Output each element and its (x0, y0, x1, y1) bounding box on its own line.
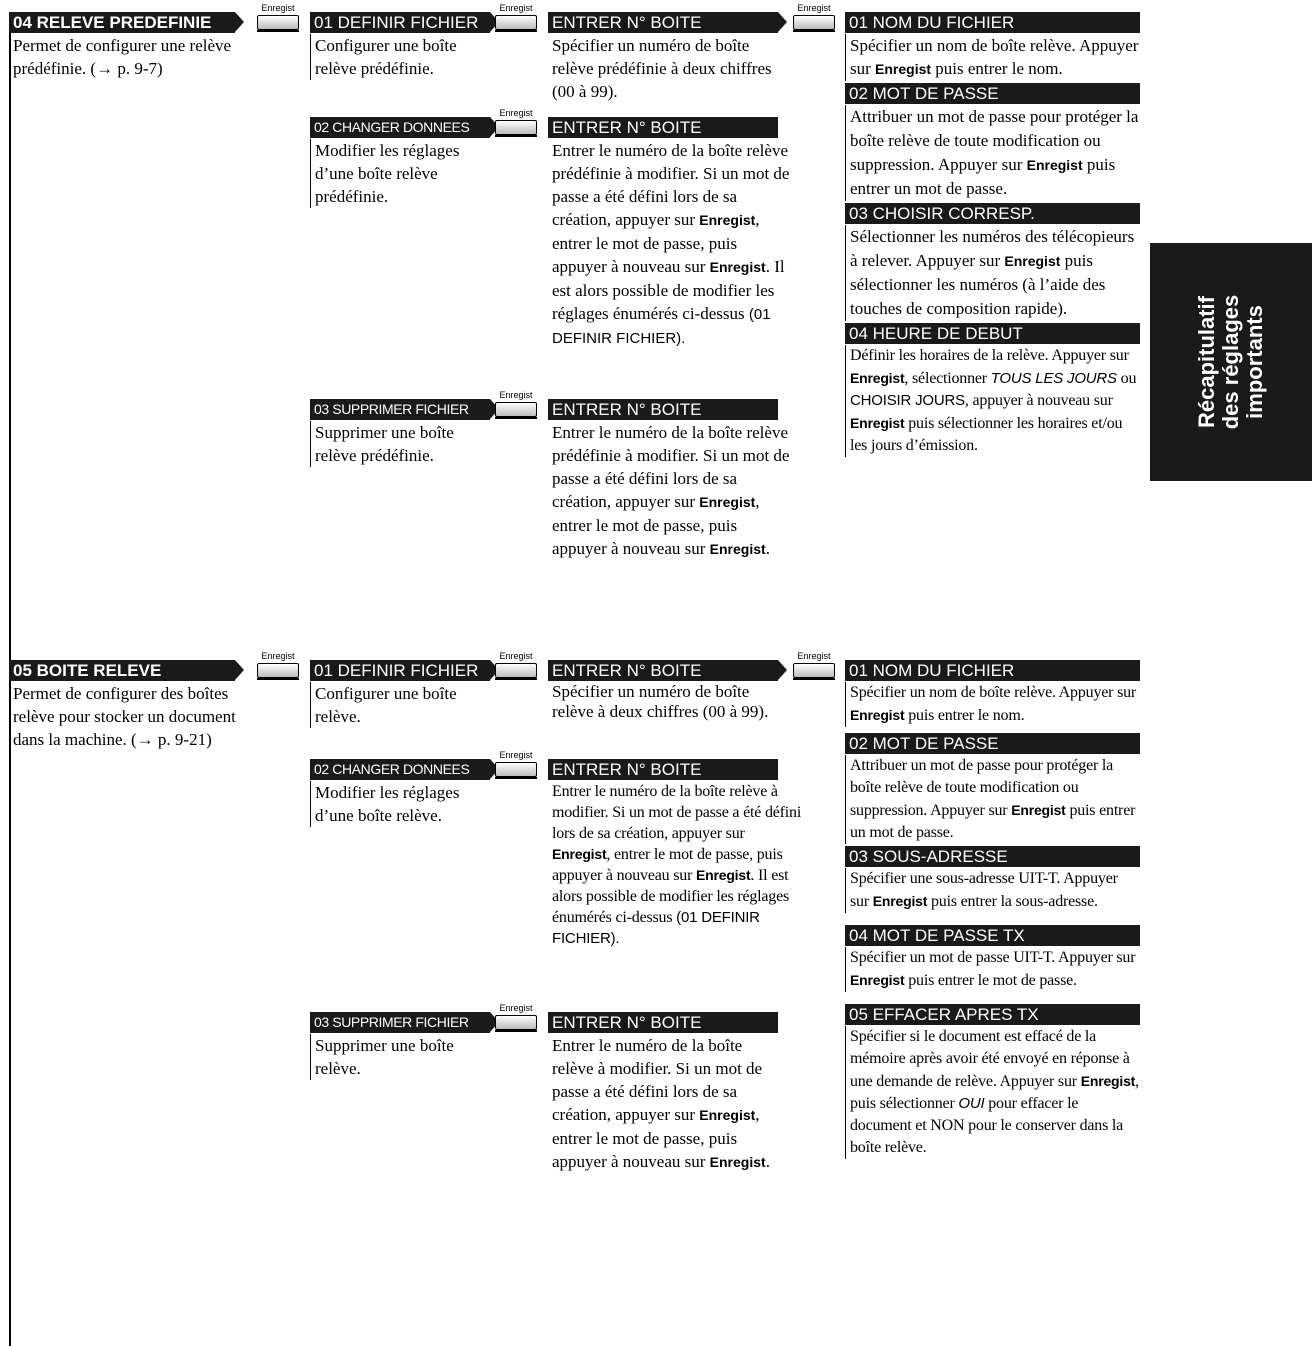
enregist-keyword: Enregist (696, 867, 751, 883)
s2-entrer-boite-b-desc: Entrer le numéro de la boîte relève à modifier. Si un mot de passe a été défini lors de sa création, appuyer sur Enregist, entrer le mot de passe, puis appuyer à nouveau sur Enregist. Il est alors possible de modifier les réglages énumérés ci-dessus (01 DEFINIR FICHIER). (552, 783, 802, 947)
s1-entrer-boite-b-desc: Entrer le numéro de la boîte relève prédéfinie à modifier. Si un mot de passe a été défini lors de sa création, appuyer sur Enregist, entrer le mot de passe, puis appuyer à nouveau sur Enregist. Il est alors possible de modifier les réglages énumérés ci-dessus (01 DEFINIR FICHIER). (552, 141, 790, 347)
s1-entrer-boite-a-title: ENTRER N° BOITE (548, 12, 778, 33)
menu-05-boite-releve (9, 660, 249, 757)
s1-heure-debut-desc: Définir les horaires de la relève. Appuyer sur Enregist, sélectionner TOUS LES JOURS ou CHOISIR JOURS, appuyer à nouveau sur Enregist puis sélectionner les horaires et/ou les jours d’émission. (845, 345, 1140, 457)
s2-nom-fichier-desc: Spécifier un nom de boîte relève. Appuyer sur Enregist puis entrer le nom. (845, 682, 1140, 727)
enregist-keyword: Enregist (1080, 1073, 1136, 1089)
s2-entrer-boite-c-title: ENTRER N° BOITE (548, 1012, 778, 1033)
s1-definir-fichier-title: 01 DEFINIR FICHIER (310, 12, 490, 33)
s1-definir-fichier-desc: Configurer une boîte relève prédéfinie. (310, 34, 465, 80)
s1-changer-donnees-title: 02 CHANGER DONNEES (310, 117, 490, 138)
enregist-keyword: Enregist (1004, 253, 1061, 269)
s2-sous-adresse-title: 03 SOUS-ADRESSE (845, 846, 1140, 867)
s2-options (845, 660, 1140, 1165)
s2-entrer-boite-b (548, 759, 802, 955)
s1-entrer-boite-c (548, 399, 798, 567)
enregist-keyword: Enregist (709, 541, 766, 557)
enregist-key: Enregist (792, 654, 836, 679)
s1-entrer-boite-a-desc: Spécifier un numéro de boîte relève prédéfinie à deux chiffres (00 à 99). (552, 36, 772, 101)
s1-supprimer-fichier-desc: Supprimer une boîte relève prédéfinie. (310, 421, 480, 467)
s2-supprimer-fichier (310, 1012, 490, 1086)
s2-entrer-boite-a-title: ENTRER N° BOITE (548, 660, 778, 681)
s1-entrer-boite-a (548, 12, 798, 109)
s1-heure-debut-title: 04 HEURE DE DEBUT (845, 323, 1140, 344)
s2-changer-donnees (310, 759, 490, 833)
enregist-keyword: Enregist (699, 1107, 756, 1123)
s2-changer-donnees-desc: Modifier les réglages d’une boîte relève. (310, 781, 480, 827)
enregist-key: Enregist (494, 654, 538, 679)
s1-entrer-boite-b (548, 117, 798, 356)
s2-supprimer-fichier-desc: Supprimer une boîte relève. (310, 1034, 480, 1080)
s1-changer-donnees-desc: Modifier les réglages d’une boîte relève prédéfinie. (310, 139, 480, 208)
s1-nom-fichier-desc: Spécifier un nom de boîte relève. Appuyer sur Enregist puis entrer le nom. (845, 34, 1140, 81)
enregist-key: Enregist (792, 6, 836, 31)
enregist-keyword: Enregist (850, 370, 905, 386)
s1-entrer-boite-b-title: ENTRER N° BOITE (548, 117, 778, 138)
enregist-keyword: Enregist (552, 846, 607, 862)
s2-definir-fichier (310, 660, 490, 734)
s1-mot-de-passe-desc: Attribuer un mot de passe pour protéger la boîte relève de toute modification ou suppression. Appuyer sur Enregist puis entrer un mot de passe. (845, 105, 1140, 201)
enregist-keyword: Enregist (699, 494, 756, 510)
s2-mot-de-passe-desc: Attribuer un mot de passe pour protéger la boîte relève de toute modification ou suppression. Appuyer sur Enregist puis entrer un mot de passe. (845, 755, 1140, 844)
s1-definir-fichier (310, 12, 490, 86)
enregist-key: Enregist (494, 753, 538, 778)
menu-05-title: 05 BOITE RELEVE (9, 660, 235, 681)
enregist-keyword: Enregist (709, 259, 766, 275)
enregist-key: Enregist (494, 111, 538, 136)
side-tab (1150, 243, 1312, 481)
s2-entrer-boite-b-title: ENTRER N° BOITE (548, 759, 778, 780)
enregist-key: Enregist (256, 654, 300, 679)
s2-effacer-apres-tx-title: 05 EFFACER APRES TX (845, 1004, 1140, 1025)
s2-mot-de-passe-tx-title: 04 MOT DE PASSE TX (845, 925, 1140, 946)
s1-supprimer-fichier (310, 399, 490, 473)
s2-changer-donnees-title: 02 CHANGER DONNEES (310, 759, 490, 780)
enregist-keyword: Enregist (1011, 802, 1066, 818)
enregist-keyword: Enregist (1026, 157, 1083, 173)
s1-entrer-boite-c-desc: Entrer le numéro de la boîte relève prédéfinie à modifier. Si un mot de passe a été défini lors de sa création, appuyer sur Enregist, entrer le mot de passe, puis appuyer à nouveau sur Enregist. (552, 423, 790, 558)
enregist-keyword: Enregist (875, 61, 932, 77)
side-tab-text: Récapitulatif des réglages importants (1194, 294, 1267, 430)
s2-sous-adresse-desc: Spécifier une sous-adresse UIT-T. Appuyer sur Enregist puis entrer la sous-adresse. (845, 868, 1140, 913)
s2-entrer-boite-a-desc: Spécifier un numéro de boîte relève à deux chiffres (00 à 99). (552, 682, 769, 721)
s1-changer-donnees (310, 117, 490, 214)
enregist-keyword: Enregist (709, 1154, 766, 1170)
enregist-keyword: Enregist (872, 893, 928, 909)
menu-04-releve-predefinie (9, 12, 249, 86)
enregist-key: Enregist (494, 6, 538, 31)
s2-nom-fichier-title: 01 NOM DU FICHIER (845, 660, 1140, 681)
s2-definir-fichier-title: 01 DEFINIR FICHIER (310, 660, 490, 681)
menu-05-desc: Permet de configurer des boîtes relève pour stocker un document dans la machine. (→ p. 9-21) (13, 684, 236, 749)
enregist-key: Enregist (494, 393, 538, 418)
s2-mot-de-passe-title: 02 MOT DE PASSE (845, 733, 1140, 754)
s2-mot-de-passe-tx-desc: Spécifier un mot de passe UIT-T. Appuyer sur Enregist puis entrer le mot de passe. (845, 947, 1140, 992)
s1-mot-de-passe-title: 02 MOT DE PASSE (845, 83, 1140, 104)
menu-04-desc: Permet de configurer une relève prédéfinie. (→ p. 9-7) (13, 36, 232, 78)
s2-entrer-boite-a (548, 660, 798, 728)
s2-definir-fichier-desc: Configurer une boîte relève. (310, 682, 465, 728)
s2-supprimer-fichier-title: 03 SUPPRIMER FICHIER (310, 1012, 490, 1033)
s2-entrer-boite-c-desc: Entrer le numéro de la boîte relève à modifier. Si un mot de passe a été défini lors de sa création, appuyer sur Enregist, entrer le mot de passe, puis appuyer à nouveau sur Enregist. (552, 1036, 770, 1171)
s1-nom-fichier-title: 01 NOM DU FICHIER (845, 12, 1140, 33)
s2-effacer-apres-tx-desc: Spécifier si le document est effacé de la mémoire après avoir été envoyé en réponse à une demande de relève. Appuyer sur Enregist, puis sélectionner OUI pour effacer le document et NON pour le conserver dans la boîte relève. (845, 1026, 1140, 1159)
enregist-keyword: Enregist (850, 415, 905, 431)
enregist-keyword: Enregist (850, 972, 905, 988)
enregist-keyword: Enregist (699, 212, 756, 228)
s1-options (845, 12, 1140, 463)
menu-04-title: 04 RELEVE PREDEFINIE (9, 12, 235, 33)
s1-choisir-corresp-desc: Sélectionner les numéros des télécopieurs à relever. Appuyer sur Enregist puis sélectionner les numéros (à l’aide des touches de composition rapide). (845, 225, 1140, 321)
s1-choisir-corresp-title: 03 CHOISIR CORRESP. (845, 203, 1140, 224)
s1-entrer-boite-c-title: ENTRER N° BOITE (548, 399, 778, 420)
enregist-key: Enregist (494, 1006, 538, 1031)
enregist-keyword: Enregist (850, 707, 905, 723)
enregist-key: Enregist (256, 6, 300, 31)
s2-entrer-boite-c (548, 1012, 798, 1180)
s1-supprimer-fichier-title: 03 SUPPRIMER FICHIER (310, 399, 490, 420)
